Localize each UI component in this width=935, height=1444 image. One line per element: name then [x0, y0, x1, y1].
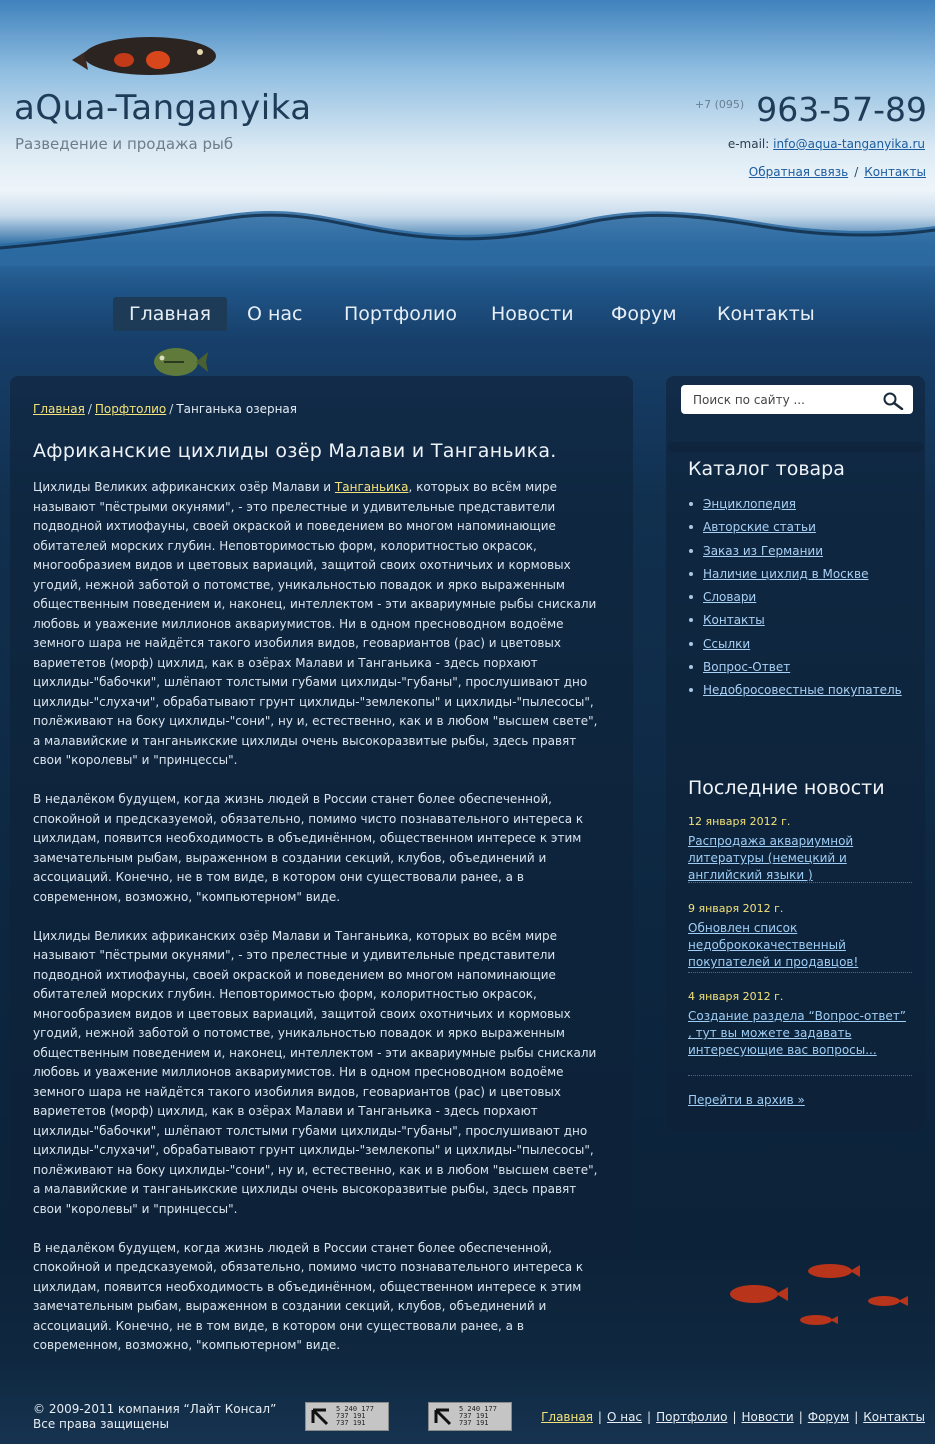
counter-row: 737 191	[459, 1412, 489, 1420]
separator: |	[647, 1410, 652, 1424]
breadcrumb	[33, 402, 297, 416]
news-link[interactable]: Распродажа аквариумной литературы (немецкий и английский языки )	[688, 834, 854, 882]
counter-digits	[459, 1406, 497, 1427]
fish-logo-icon	[72, 30, 220, 80]
news-item	[688, 815, 912, 884]
list-item	[688, 519, 902, 542]
list-item	[688, 682, 902, 705]
email-label: e-mail:	[727, 137, 770, 151]
separator: /	[169, 402, 174, 416]
counter-row: 737 191	[336, 1419, 366, 1427]
article-body	[33, 478, 598, 1375]
news-archive-link[interactable]: Перейти в архив »	[688, 1093, 805, 1107]
news-date: 4 января 2012 г.	[688, 990, 784, 1003]
catalog-list	[688, 496, 902, 706]
separator: |	[732, 1410, 737, 1424]
phone-code: +7 (095)	[694, 98, 745, 111]
footer-link-home[interactable]: Главная	[541, 1410, 593, 1424]
footer-link-portfolio[interactable]: Портфолио	[656, 1410, 728, 1424]
article-paragraph	[33, 478, 598, 771]
site-subtitle: Разведение и продажа рыб	[15, 135, 234, 153]
news-link[interactable]: Создание раздела “Вопрос-ответ” , тут вы можете задавать интересующие вас вопросы...	[688, 1009, 906, 1057]
catalog-link-articles[interactable]: Авторские статьи	[703, 520, 816, 535]
page-title: Африканские цихлиды озёр Малави и Танганьика.	[33, 440, 557, 462]
phone-number: 963-57-89	[756, 90, 927, 129]
separator: /	[87, 402, 92, 416]
footer-link-forum[interactable]: Форум	[807, 1410, 850, 1424]
divider	[688, 1075, 912, 1076]
phone-block	[695, 90, 927, 129]
tanganyika-link[interactable]: Танганьика	[334, 480, 409, 494]
catalog-link-contacts[interactable]: Контакты	[703, 613, 765, 628]
nav-news[interactable]: Новости	[491, 303, 574, 325]
footer-nav	[541, 1410, 925, 1424]
footer-link-about[interactable]: О нас	[606, 1410, 643, 1424]
nav-portfolio[interactable]: Портфолио	[344, 303, 458, 325]
search-input[interactable]	[681, 385, 913, 414]
catalog-link-links[interactable]: Ссылки	[703, 636, 751, 651]
site-title[interactable]: aQua-Tanganyika	[14, 88, 312, 128]
list-item	[688, 496, 902, 519]
counter-row: 5 240 177	[459, 1405, 497, 1413]
breadcrumb-portfolio[interactable]: Порфтолио	[94, 402, 167, 416]
divider	[688, 882, 912, 883]
article-text: , которых во всём мире называют "пёстрыми окунями", - это прелестные и удивительные представители подводной ихтиофауны, своей окраской и поведением во многом напоминающие обитателей морских глубин. Неповторимостью форм, колоритностью окрасок, многообразием видов и цветовых вариаций, защитой своих охотничьих и кормовых угодий, нежной заботой о потомстве, уникальностью повадок и ярко выраженным общественным поведением и, наконец, интеллектом - эти аквариумные рыбы снискали любовь и уважение миллионов аквариумистов. Ни в одном пресноводном водоёме земного шара не найдётся такого изобилия видов, геовариантов (рас) и цветовых вариететов (морф) цихлид, как в озёрах Малави и Танганьика - здесь порхают цихлиды-"бабочки", шлёпают толстыми губами цихлиды-"губаны", прослушивают дно цихлиды-"слухачи", обрабатывают грунт цихлиды-"землекопы" и цихлиды-"пылесосы", полёживают на боку цихлиды-"сони", ну и, естественно, как и в любом "высшем свете", а малавийские и танганьикские цихлиды очень высокоразвитые рыбы, здесь правят свои "королевы" и "принцессы".	[33, 480, 598, 767]
counter-row: 5 240 177	[336, 1405, 374, 1413]
footer-link-news[interactable]: Новости	[741, 1410, 794, 1424]
news-title: Последние новости	[688, 777, 885, 799]
separator: |	[597, 1410, 602, 1424]
list-item	[688, 543, 902, 566]
footer-link-contacts[interactable]: Контакты	[863, 1410, 925, 1424]
stats-counter[interactable]	[305, 1402, 389, 1431]
feedback-link[interactable]: Обратная связь	[748, 165, 849, 179]
contacts-link[interactable]: Контакты	[864, 165, 926, 179]
separator: |	[798, 1410, 803, 1424]
news-date: 12 января 2012 г.	[688, 815, 791, 828]
catalog-link-moscow[interactable]: Наличие цихлид в Москве	[703, 566, 869, 581]
breadcrumb-current: Танганька озерная	[176, 402, 297, 416]
catalog-link-faq[interactable]: Вопрос-Ответ	[703, 660, 791, 675]
footer-copyright	[33, 1402, 276, 1432]
separator: /	[854, 165, 859, 179]
counter-row: 737 191	[459, 1419, 489, 1427]
list-item	[688, 636, 902, 659]
fish-school-icon	[718, 1258, 918, 1328]
email-link[interactable]: info@aqua-tanganyika.ru	[773, 137, 925, 151]
catalog-link-dictionaries[interactable]: Словари	[703, 590, 757, 605]
copyright-text: © 2009-2011 компания “Лайт Консал”	[33, 1402, 277, 1416]
catalog-link-encyclopedia[interactable]: Энциклопедия	[703, 497, 796, 511]
news-link[interactable]: Обновлен список недобрококачественный покупателей и продавцов!	[688, 921, 859, 969]
article-paragraph: Цихлиды Великих африканских озёр Малави и Танганьика, которых во всём мире называют "пёстрыми окунями", - это прелестные и удивительные представители подводной ихтиофауны, своей окраской и поведением во многом напоминающие обитателей морских глубин. Неповторимостью форм, колоритностью окрасок, многообразием видов и цветовых вариаций, защитой своих охотничьих и кормовых угодий, нежной заботой о потомстве, уникальностью повадок и ярко выраженным общественным поведением и, наконец, интеллектом - эти аквариумные рыбы снискали любовь и уважение миллионов аквариумистов. Ни в одном пресноводном водоёме земного шара не найдётся такого изобилия видов, геовариантов (рас) и цветовых вариететов (морф) цихлид, как в озёрах Малави и Танганьика - здесь порхают цихлиды-"бабочки", шлёпают толстыми губами цихлиды-"губаны", прослушивают дно цихлиды-"слухачи", обрабатывают грунт цихлиды-"землекопы" и цихлиды-"пылесосы", полёживают на боку цихлиды-"сони", ну и, естественно, как и в любом "высшем свете", а малавийские и танганьикские цихлиды очень высокоразвитые рыбы, здесь правят свои "королевы" и "принцессы".	[33, 928, 598, 1216]
water-wave	[0, 196, 935, 266]
email-line	[728, 137, 925, 151]
list-item	[688, 589, 902, 612]
nav-home[interactable]: Главная	[113, 297, 227, 331]
article-paragraph: В недалёком будущем, когда жизнь людей в России станет более обеспеченной, спокойной и предсказуемой, обязательно, помимо чисто познавательного интереса к цихлидам, появится необходимость в объединённом, общественном интересе к этим замечательным рыбам, выраженном в создании секций, клубов, объединений и ассоциаций. Конечно, не в том виде, в котором они существовали ранее, а в современном, возможно, "компьютерном" виде.	[33, 792, 584, 904]
counter-digits	[336, 1406, 374, 1427]
article-paragraph: В недалёком будущем, когда жизнь людей в России станет более обеспеченной, спокойной и предсказуемой, обязательно, помимо чисто познавательного интереса к цихлидам, появится необходимость в объединённом, общественном интересе к этим замечательным рыбам, выраженном в создании секций, клубов, объединений и ассоциаций. Конечно, не в том виде, в котором они существовали ранее, а в современном, возможно, "компьютерном" виде.	[33, 1240, 584, 1352]
article-text: Цихлиды Великих африканских озёр Малави и	[33, 480, 335, 494]
catalog-link-germany[interactable]: Заказ из Германии	[703, 543, 824, 558]
divider	[688, 972, 912, 973]
nav-about[interactable]: О нас	[247, 303, 303, 325]
separator: |	[854, 1410, 859, 1424]
catalog-title: Каталог товара	[688, 458, 845, 480]
arrow-icon	[432, 1406, 454, 1427]
nav-forum[interactable]: Форум	[611, 303, 677, 325]
list-item	[688, 612, 902, 635]
search-icon[interactable]	[882, 392, 904, 410]
counter-row: 737 191	[336, 1412, 366, 1420]
stats-counter[interactable]	[428, 1402, 512, 1431]
arrow-icon	[309, 1406, 331, 1427]
header-links	[749, 165, 926, 179]
news-item	[688, 990, 912, 1059]
list-item	[688, 566, 902, 589]
breadcrumb-home[interactable]: Главная	[33, 402, 85, 416]
rights-text: Все права защищены	[33, 1417, 169, 1431]
list-item	[688, 659, 902, 682]
nav-contacts[interactable]: Контакты	[717, 303, 815, 325]
news-item	[688, 902, 912, 971]
catalog-link-bad-buyers[interactable]: Недобросовестные покупатель	[703, 683, 902, 698]
news-date: 9 января 2012 г.	[688, 902, 784, 915]
